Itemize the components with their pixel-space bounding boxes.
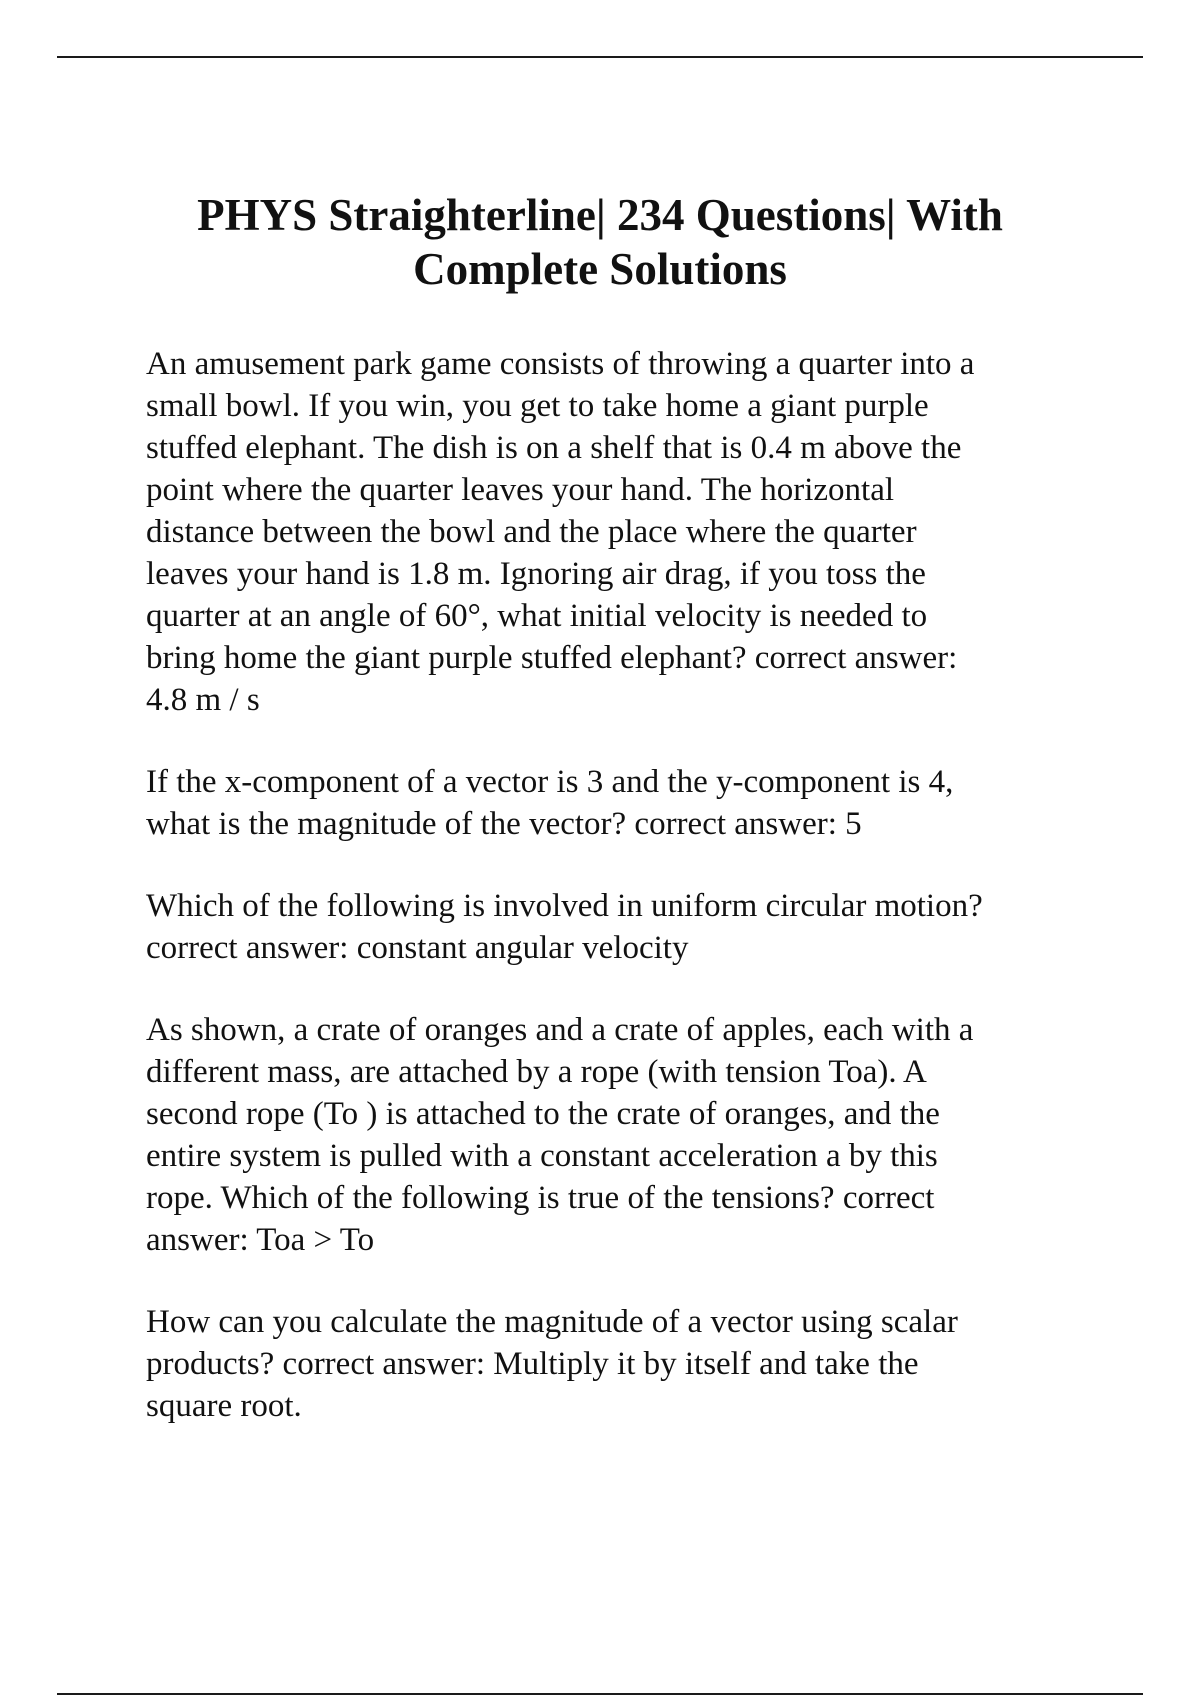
text-line: products? correct answer: Multiply it by itself and take the	[146, 1346, 919, 1382]
top-divider	[57, 56, 1143, 58]
answer-line: correct answer: constant angular velocity	[146, 930, 689, 966]
answer-line: answer: Toa > To	[146, 1222, 375, 1258]
text-line: Which of the following is involved in uniform circular motion?	[146, 888, 983, 924]
question-projectile	[146, 343, 1106, 721]
text-line: How can you calculate the magnitude of a vector using scalar	[146, 1304, 958, 1340]
title-line: PHYS Straighterline| 234 Questions| With	[197, 190, 1003, 240]
text-line: entire system is pulled with a constant acceleration a by this	[146, 1138, 938, 1174]
answer-line: square root.	[146, 1388, 302, 1424]
text-line: If the x-component of a vector is 3 and the y-component is 4,	[146, 764, 954, 800]
question-vector-magnitude	[146, 761, 1106, 845]
question-tensions	[146, 1009, 1106, 1261]
text-line: different mass, are attached by a rope (with tension Toa). A	[146, 1054, 927, 1090]
text-line: small bowl. If you win, you get to take home a giant purple	[146, 388, 929, 424]
answer-line: what is the magnitude of the vector? correct answer: 5	[146, 806, 862, 842]
question-circular-motion	[146, 885, 1106, 969]
text-line: distance between the bowl and the place where the quarter	[146, 514, 917, 550]
text-line: quarter at an angle of 60°, what initial velocity is needed to	[146, 598, 928, 634]
document-title	[100, 188, 1100, 296]
title-line: Complete Solutions	[413, 244, 787, 294]
text-line: stuffed elephant. The dish is on a shelf that is 0.4 m above the	[146, 430, 962, 466]
answer-line: 4.8 m / s	[146, 682, 260, 718]
text-line: As shown, a crate of oranges and a crate of apples, each with a	[146, 1012, 974, 1048]
text-line: rope. Which of the following is true of the tensions? correct	[146, 1180, 935, 1216]
question-scalar-products	[146, 1301, 1106, 1427]
question-list	[146, 343, 1106, 1467]
text-line: bring home the giant purple stuffed elephant? correct answer:	[146, 640, 958, 676]
text-line: leaves your hand is 1.8 m. Ignoring air drag, if you toss the	[146, 556, 926, 592]
bottom-divider	[57, 1693, 1143, 1695]
text-line: point where the quarter leaves your hand. The horizontal	[146, 472, 895, 508]
text-line: An amusement park game consists of throwing a quarter into a	[146, 346, 975, 382]
text-line: second rope (To ) is attached to the crate of oranges, and the	[146, 1096, 940, 1132]
